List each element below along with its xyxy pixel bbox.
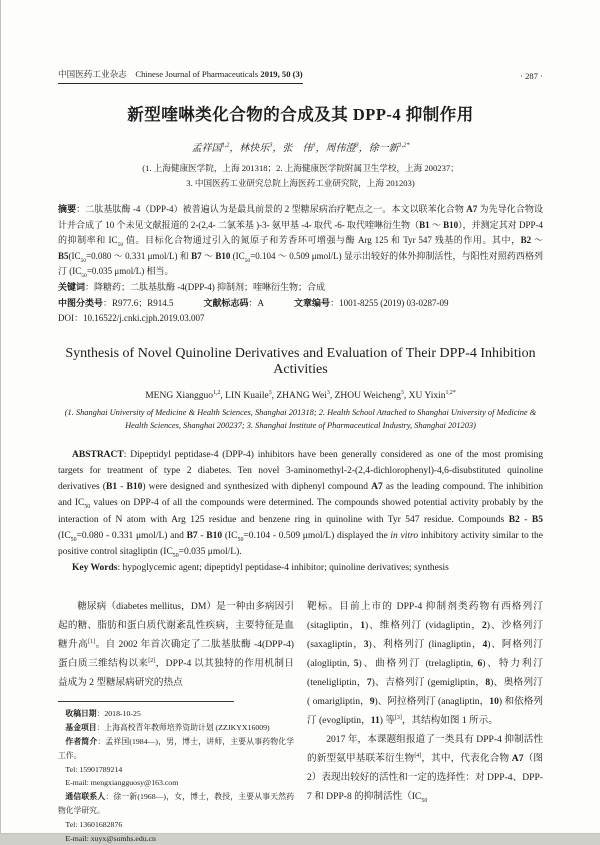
authors-en: MENG Xiangguo$^{1,2}$, LIN Kuaile$^3$, ZHANG Wei$^3$, ZHOU Weicheng$^3$, XU Yixin$^{1,2*}$	[145, 389, 456, 401]
body-column-right	[307, 597, 543, 845]
affiliation-cn-line-2: 3. 中国医药工业研究总院上海医药工业研究院，上海 201203)	[186, 177, 415, 188]
body-columns	[58, 597, 543, 845]
footnote-author-bio: 作者简介：孟祥国(1984—)，男，博士，讲师，主要从事药物化学工作。	[58, 736, 294, 760]
article-title-en: Synthesis of Novel Quinoline Derivatives and Evaluation of Their DPP-4 Inhibition Activities	[65, 345, 536, 377]
page-header	[58, 68, 543, 84]
footnote-tel-1: Tel: 15901789214	[65, 764, 123, 774]
abstract-cn: 摘要：二肽基肽酶 -4（DPP-4）被普遍认为是最具前景的 2 型糖尿病治疗靶点之一。本文以联苯化合物 A7 为先导化合物设计并合成了 10 个未见文献报道的 2-(2,4- 二氯苯基 )-3- 氨甲基 -4- 取代 -6- 取代喹啉衍生物（B1 ～ B10），并测定其对 DPP-4 的抑制率和 $IC_{50}$ 值。目标化合物通过引入的氮原子和芳香环可增强与酶 Arg 125 和 Tyr 547 残基的作用。其中，B2 ～ $B5(IC_{50}=0.080$ ～ 0.331 μmol/L) 和 B7 ～ B10 ($IC_{50}=0.104$ ～ 0.509 μmol/L) 显示出较好的体外抑制活性，与阳性对照药西格列汀 ($IC_{50}=0.035$ μmol/L) 相当。	[58, 204, 544, 280]
article-title-cn: 新型喹啉类化合物的合成及其 DPP-4 抑制作用	[127, 105, 474, 124]
affiliation-en-line-1: (1. Shanghai University of Medicine & Health Sciences, Shanghai 201318; 2. Health School Attached to Shanghai University of Medicine &	[64, 407, 537, 417]
affiliations-cn	[58, 161, 543, 190]
footnote-block	[58, 701, 294, 845]
authors-cn: 孟祥国$^{1,2}$，林快乐$^3$，张 伟$^3$，周伟澄$^3$，徐一新$^{1,2*}$	[191, 141, 410, 154]
body-paragraph-drugs: 靶标。目前上市的 DPP-4 抑制剂类药物有西格列汀 (sitagliptin，1)、维格列汀 (vidagliptin，2)、沙格列汀 (saxagliptin，3)、利格列汀 (linagliptin，4)、阿格列汀 (alogliptin, 5)、曲格列汀 (trelagliptin, 6)、特力利汀 (teneligliptin，7)、吉格列汀 (gemigliptin，8)、奥格列汀 ( omarigliptin，9)、阿拉格列汀 (anagliptin，10) 和依格列汀 (evogliptin，11) 等[3]，其结构如图 1 所示。	[307, 601, 544, 727]
footnote-tel-2: Tel: 13601682876	[65, 819, 123, 829]
affiliation-cn-line-1: (1. 上海健康医学院，上海 201318；2. 上海健康医学院附属卫生学校，上海 200237；	[142, 163, 459, 173]
article-id: 文章编号：1001-8255 (2019) 03-0287-09	[294, 297, 449, 308]
affiliation-en-line-2: Health Sciences, Shanghai 200237; 3. Shanghai Institute of Pharmaceutical Industry, Shanghai 201203)	[125, 420, 476, 430]
body-column-left	[58, 597, 294, 845]
page-number: · 287 ·	[520, 71, 543, 81]
abstract-en: ABSTRACT: Dipeptidyl peptidase-4 (DPP-4) inhibitors have been generally considered as one of the most promising targets for treatment of type 2 diabetes. Ten novel 3-aminomethyl-2-(2,4-dichlorophenyl)-4,6-disubstituted quinoline derivatives (B1 - B10) were designed and synthesized with diphenyl compound A7 as the leading compound. The inhibition and $IC_{50}$ values on DPP-4 of all the compounds were determined. The compounds showed potential activity probably by the interaction of N atom with Arg 125 residue and benzene ring in quinoline with Tyr 547 residue. Compounds B2 - B5 ($IC_{50}=0.080 - 0.331$ μmol/L) and B7 - B10 ($IC_{50}=0.104 - 0.509$ μmol/L) displayed the in vitro inhibitory activity similar to the positive control sitagliptin ($IC_{50}=0.035$ μmol/L).	[58, 449, 544, 559]
body-paragraph-intro: 糖尿病（diabetes mellitus，DM）是一种由多病因引起的糖、脂肪和蛋白质代谢紊乱性疾病，主要特征是血糖升高[1]。自 2002 年首次确定了二肽基肽酶 -4(DPP-4) 蛋白质三维结构以来[2]，DPP-4 以其独特的作用机制日益成为 2 型糖尿病研究的热点	[58, 601, 295, 689]
footnote-email-1: E-mail: mengxiangguosy@163.com	[65, 778, 179, 788]
footnote-email-2: E-mail: xuyx@sumhs.edu.cn	[65, 833, 156, 843]
keywords-cn: 关键词：降糖药；二肽基肽酶 -4(DPP-4) 抑制剂；喹啉衍生物；合成	[58, 281, 326, 292]
journal-title: 中国医药工业杂志 Chinese Journal of Pharmaceuticals 2019, 50 (3)	[58, 68, 303, 84]
footnote-received-date: 收稿日期：2018-10-25	[65, 709, 141, 719]
doi: DOI：10.16522/j.cnki.cjph.2019.03.007	[58, 313, 205, 324]
affiliations-en	[58, 406, 543, 432]
abstract-block-cn	[58, 202, 543, 327]
clc-number: 中图分类号：R977.6；R914.5	[58, 297, 174, 308]
document-code: 文献标志码：A	[203, 297, 265, 308]
keywords-en: Key Words: hypoglycemic agent; dipeptidyl peptidase-4 inhibitor; quinoline derivatives; synthesis	[72, 563, 449, 574]
meta-line	[58, 296, 543, 312]
footnote-corresponding-author: 通信联系人：徐一新(1968—)，女，博士，教授，主要从事天然药物化学研究。	[58, 792, 294, 815]
footnote-fund-project: 基金项目：上海高校青年教师培养资助计划 (ZZJKYX16009)	[65, 723, 270, 733]
body-paragraph-2017: 2017 年，本课题组报道了一类具有 DPP-4 抑制活性的新型氨甲基联苯衍生物[4]，其中，代表化合物 A7（图 2）表现出较好的活性和一定的选择性：对 DPP-4、DPP-7 和 DPP-8 的抑制活性（$IC_{50}$	[307, 734, 544, 805]
footnote-rule	[58, 701, 234, 702]
